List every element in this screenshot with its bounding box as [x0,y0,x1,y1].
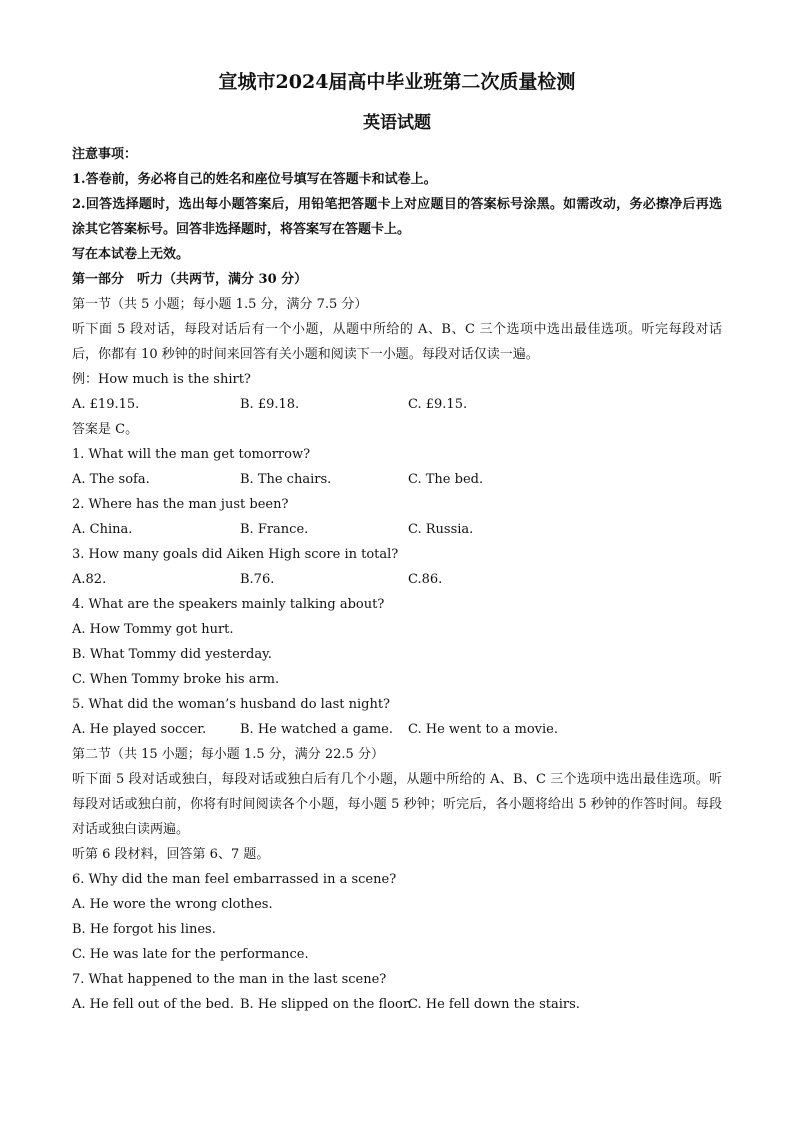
q5-option-c: C. He went to a movie. [408,722,559,737]
example-option-b: B. £9.18. [240,397,300,412]
question-5: 5. What did the woman’s husband do last night? [72,697,391,712]
question-2-options [72,517,722,542]
question-1: 1. What will the man get tomorrow? [72,447,311,462]
q2-option-c: C. Russia. [408,522,474,537]
q1-option-c: C. The bed. [408,472,484,487]
question-3: 3. How many goals did Aiken High score in total? [72,547,399,562]
question-4: 4. What are the speakers mainly talking about? [72,597,385,612]
q2-option-a: A. China. [72,522,133,537]
example-option-c: C. £9.15. [408,397,468,412]
question-5-options [72,717,722,742]
question-7: 7. What happened to the man in the last scene? [72,972,387,987]
question-1-options [72,467,722,492]
question-3-options [72,567,722,592]
notice-item-1: 1.答卷前，务必将自己的姓名和座位号填写在答题卡和试卷上。 [72,172,437,187]
example-answer: 答案是 C。 [72,422,139,437]
section1-heading: 第一节（共 5 小题；每小题 1.5 分，满分 7.5 分） [72,297,368,312]
q3-option-c: C.86. [408,572,443,587]
q2-option-b: B. France. [240,522,309,537]
q4-option-c: C. When Tommy broke his arm. [72,672,280,687]
part1-heading: 第一部分 听力（共两节，满分 30 分） [72,272,308,287]
q6-option-b: B. He forgot his lines. [72,922,216,937]
q3-option-a: A.82. [72,572,107,587]
exam-title: 宣城市2024届高中毕业班第二次质量检测 [218,71,576,93]
q5-option-a: A. He played soccer. [72,722,207,737]
q6-option-a: A. He wore the wrong clothes. [72,897,273,912]
notice-heading: 注意事项： [72,147,138,162]
question-2: 2. Where has the man just been? [72,497,289,512]
exam-page [72,68,722,1017]
notice-item-2: 2.回答选择题时，选出每小题答案后，用铅笔把答题卡上对应题目的答案标号涂黑。如需改动，务必擦净后再选涂其它答案标号。回答非选择题时，将答案写在答题卡上。 [72,197,722,237]
example-option-a: A. £19.15. [72,397,140,412]
section2-instructions: 听下面 5 段对话或独白，每段对话或独白后有几个小题，从题中所给的 A、B、C 三个选项中选出最佳选项。听每段对话或独白前，你将有时间阅读各个小题，每小题 5 秒钟；听完后，各小题将给出 5 秒钟的作答时间。每段对话或独白读两遍。 [72,772,722,837]
notice-item-3: 写在本试卷上无效。 [72,247,190,262]
q4-option-b: B. What Tommy did yesterday. [72,647,272,662]
example-options [72,392,722,417]
q7-option-c: C. He fell down the stairs. [408,997,580,1012]
example-question: 例：How much is the shirt? [72,372,251,387]
q1-option-b: B. The chairs. [240,472,332,487]
question-7-options [72,992,722,1017]
q3-option-b: B.76. [240,572,275,587]
section2-heading: 第二节（共 15 小题；每小题 1.5 分，满分 22.5 分） [72,747,384,762]
material-6-note: 听第 6 段材料，回答第 6、7 题。 [72,847,270,862]
q7-option-a: A. He fell out of the bed. [72,997,234,1012]
exam-subtitle: 英语试题 [363,113,431,133]
q5-option-b: B. He watched a game. [240,722,393,737]
question-6: 6. Why did the man feel embarrassed in a scene? [72,872,397,887]
q6-option-c: C. He was late for the performance. [72,947,309,962]
q4-option-a: A. How Tommy got hurt. [72,622,234,637]
q1-option-a: A. The sofa. [72,472,150,487]
section1-instructions: 听下面 5 段对话，每段对话后有一个小题，从题中所给的 A、B、C 三个选项中选出最佳选项。听完每段对话后，你都有 10 秒钟的时间来回答有关小题和阅读下一小题。每段对话仅读一遍。 [72,322,722,362]
q7-option-b: B. He slipped on the floor. [240,997,412,1012]
